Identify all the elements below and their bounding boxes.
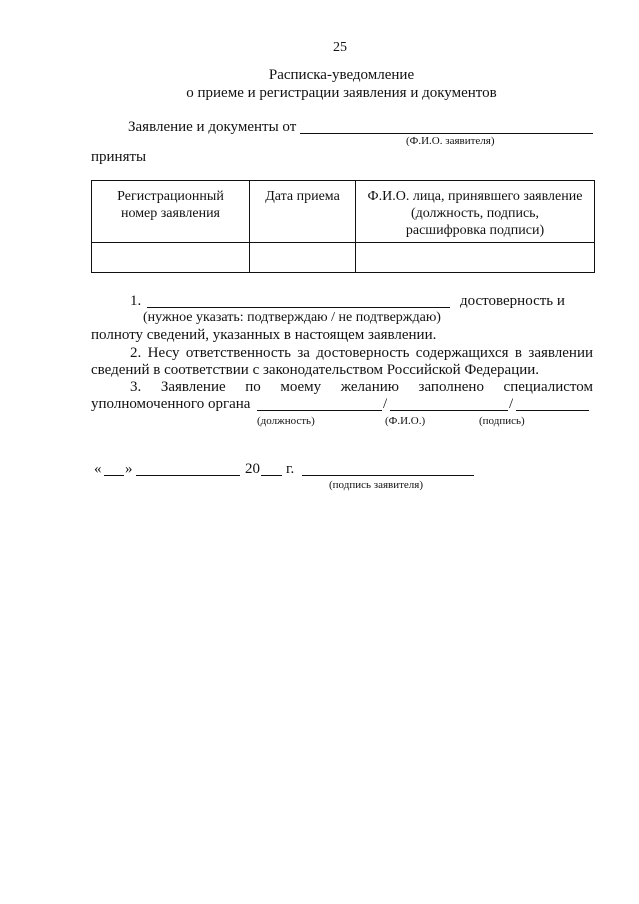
separator-slash: /	[383, 396, 388, 412]
item3-word: по	[245, 379, 261, 395]
item1-hint: (нужное указать: подтверждаю / не подтверждаю)	[143, 310, 441, 325]
item1-continuation: полноту сведений, указанных в настоящем заявлении.	[91, 327, 437, 343]
applicant-name-line	[300, 133, 593, 134]
item3-word: моему	[280, 379, 322, 395]
year-blank-line	[261, 475, 282, 476]
item1-number: 1.	[130, 293, 142, 309]
cell-date-received[interactable]	[250, 243, 356, 273]
received-status-label: приняты	[91, 149, 147, 165]
document-title: Расписка-уведомление	[268, 67, 415, 83]
item3-line1	[130, 379, 593, 396]
applicant-signature-line	[302, 475, 474, 476]
position-blank-line	[257, 410, 382, 411]
item1-trailing-text: достоверность и	[460, 293, 565, 309]
cell-receiver-name[interactable]	[356, 243, 595, 273]
position-caption: (должность)	[257, 415, 315, 427]
cell-registration-number[interactable]	[92, 243, 250, 273]
item3-word: Заявление	[160, 379, 226, 395]
page-number: 25	[333, 40, 347, 55]
item3-line2-prefix: уполномоченного органа	[91, 396, 251, 412]
year-prefix: 20	[245, 461, 260, 477]
item3-word: желанию	[340, 379, 399, 395]
applicant-name-caption: (Ф.И.О. заявителя)	[406, 135, 495, 147]
fio-blank-line	[390, 410, 508, 411]
header-date-received: Дата приема	[250, 181, 356, 243]
table-row	[92, 243, 595, 273]
separator-slash: /	[509, 396, 514, 412]
header-registration-number: Регистрационный номер заявления	[92, 181, 250, 243]
date-open-quote: «	[94, 461, 102, 477]
date-close-quote: »	[125, 461, 133, 477]
received-from-label: Заявление и документы от	[128, 119, 297, 135]
month-blank-line	[136, 475, 240, 476]
day-blank-line	[104, 475, 124, 476]
year-suffix: г.	[286, 461, 295, 477]
table-header-row	[92, 181, 595, 243]
registration-table	[91, 180, 595, 273]
item3-word: заполнено	[418, 379, 484, 395]
signature-caption: (подпись)	[479, 415, 525, 427]
item2-line1: 2. Несу ответственность за достоверность содержащихся в заявлении	[130, 345, 593, 361]
signature-blank-line	[516, 410, 589, 411]
document-subtitle: о приеме и регистрации заявления и документов	[186, 85, 497, 101]
item1-blank-line	[147, 307, 450, 308]
header-receiver-name: Ф.И.О. лица, принявшего заявление (должность, подпись, расшифровка подписи)	[356, 181, 595, 243]
item3-word: специалистом	[503, 379, 593, 395]
applicant-signature-caption: (подпись заявителя)	[329, 479, 424, 491]
fio-caption: (Ф.И.О.)	[385, 415, 426, 427]
item2-line2: сведений в соответствии с законодательством Российской Федерации.	[91, 362, 540, 378]
item3-word: 3.	[130, 379, 142, 395]
